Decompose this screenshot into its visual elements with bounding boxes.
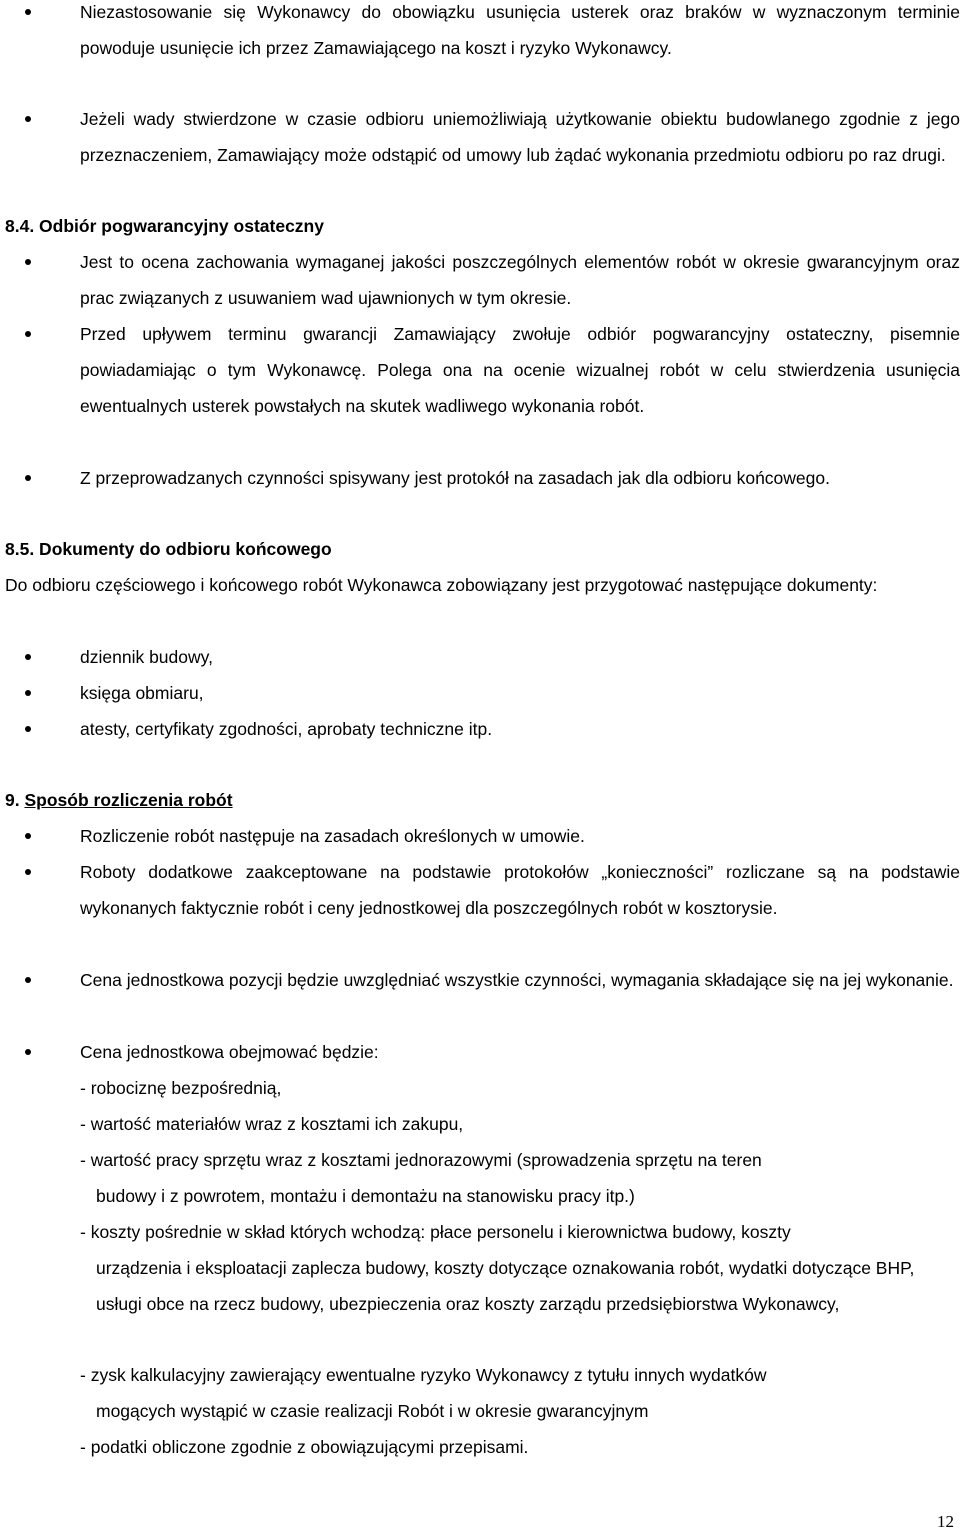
bullet-item: Jest to ocena zachowania wymaganej jakości poszczególnych elementów robót w okresie gwarancyjnym oraz prac związanych z usuwaniem wad ujawnionych w tym okresie.: [80, 244, 960, 316]
cost-item: [80, 1357, 960, 1429]
section-heading-8-4: 8.4. Odbiór pogwarancyjny ostateczny: [5, 216, 324, 236]
cost-item-line: - koszty pośrednie w skład których wchodzą: płace personelu i kierownictwa budowy, koszty: [80, 1222, 791, 1242]
cost-item-line: - wartość materiałów wraz z kosztami ich zakupu,: [80, 1114, 464, 1134]
cost-item-line: - podatki obliczone zgodnie z obowiązującymi przepisami.: [80, 1437, 529, 1457]
cost-item: [80, 1106, 960, 1142]
bullet-item: Przed upływem terminu gwarancji Zamawiający zwołuje odbiór pogwarancyjny ostateczny, pisemnie powiadamiając o tym Wykonawcę. Polega ona na ocenie wizualnej robót w celu stwierdzenia usunięcia ewentualnych usterek powstałych na skutek wadliwego wykonania robót.: [80, 316, 960, 424]
bullet-item: Z przeprowadzanych czynności spisywany jest protokół na zasadach jak dla odbioru końcowego.: [80, 460, 960, 496]
bullet-item: dziennik budowy,: [80, 639, 960, 675]
section-heading-9: [5, 782, 233, 818]
cost-item-continuation: budowy i z powrotem, montażu i demontażu na stanowisku pracy itp.): [96, 1186, 635, 1206]
bullet-item: Jeżeli wady stwierdzone w czasie odbioru uniemożliwiają użytkowanie obiektu budowlanego zgodnie z jego przeznaczeniem, Zamawiający może odstąpić od umowy lub żądać wykonania przedmiotu odbioru po raz drugi.: [80, 101, 960, 173]
cost-item: [80, 1142, 960, 1214]
cost-item-continuation: urządzenia i eksploatacji zaplecza budowy, koszty dotyczące oznakowania robót, wydatki dotyczące BHP, usługi obce na rzecz budowy, ubezpieczenia oraz koszty zarządu przedsiębiorstwa Wykonawcy,: [96, 1258, 915, 1314]
cost-item: [80, 1214, 960, 1322]
cost-item: [80, 1429, 960, 1465]
bullet-item: Cena jednostkowa pozycji będzie uwzględniać wszystkie czynności, wymagania składające się na jej wykonanie.: [80, 962, 960, 998]
cost-item: [80, 1070, 960, 1106]
page-number: 12: [937, 1512, 954, 1531]
section-heading-8-5: 8.5. Dokumenty do odbioru końcowego: [5, 539, 332, 559]
bullet-item: księga obmiaru,: [80, 675, 960, 711]
cost-item-line: - zysk kalkulacyjny zawierający ewentualne ryzyko Wykonawcy z tytułu innych wydatków: [80, 1365, 767, 1385]
cost-item-line: - robociznę bezpośrednią,: [80, 1078, 282, 1098]
cost-item-line: - wartość pracy sprzętu wraz z kosztami jednorazowymi (sprowadzenia sprzętu na teren: [80, 1150, 762, 1170]
section-number: 9.: [5, 790, 20, 810]
bullet-item: Cena jednostkowa obejmować będzie:: [80, 1034, 960, 1070]
bullet-item: atesty, certyfikaty zgodności, aprobaty techniczne itp.: [80, 711, 960, 747]
section-title: Sposób rozliczenia robót: [24, 790, 233, 810]
bullet-item: Niezastosowanie się Wykonawcy do obowiązku usunięcia usterek oraz braków w wyznaczonym terminie powoduje usunięcie ich przez Zamawiającego na koszt i ryzyko Wykonawcy.: [80, 0, 960, 66]
body-paragraph: Do odbioru częściowego i końcowego robót Wykonawca zobowiązany jest przygotować następujące dokumenty:: [5, 575, 878, 595]
bullet-item: Roboty dodatkowe zaakceptowane na podstawie protokołów „konieczności” rozliczane są na podstawie wykonanych faktycznie robót i ceny jednostkowej dla poszczególnych robót w kosztorysie.: [80, 854, 960, 926]
cost-item-continuation: mogących wystąpić w czasie realizacji Robót i w okresie gwarancyjnym: [96, 1401, 649, 1421]
bullet-item: Rozliczenie robót następuje na zasadach określonych w umowie.: [80, 818, 960, 854]
